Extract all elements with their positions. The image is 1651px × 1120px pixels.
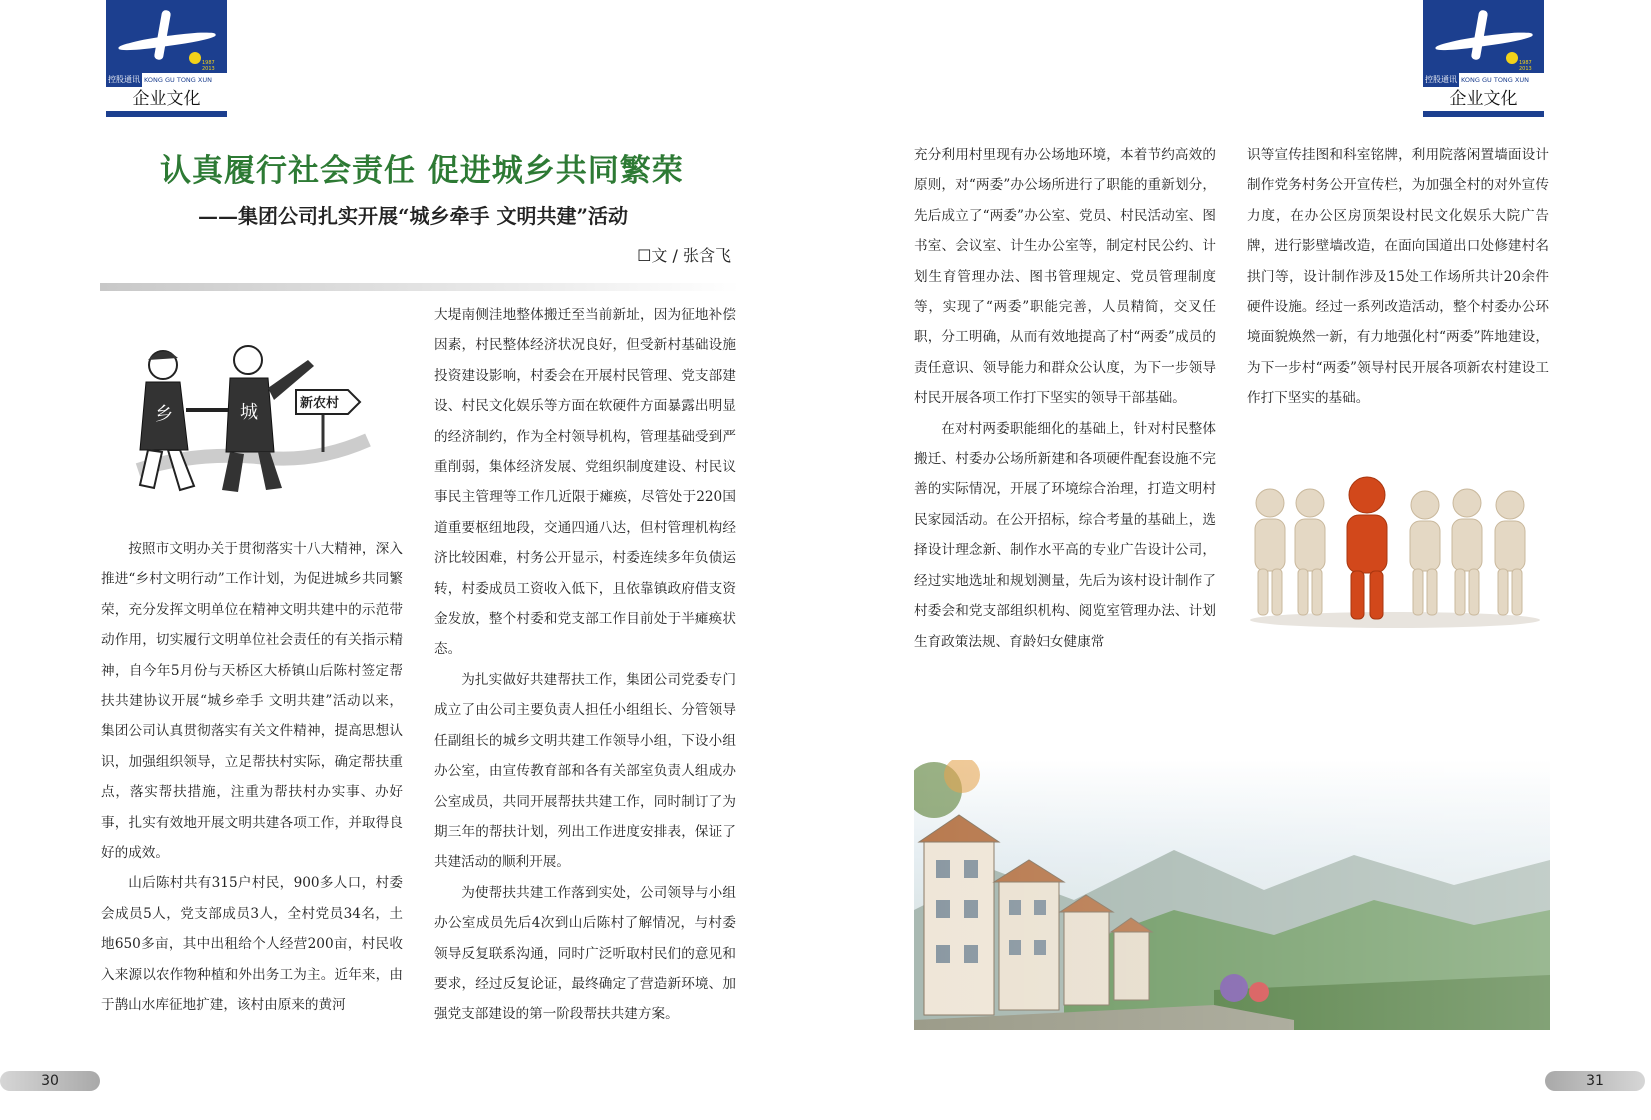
city-village-cartoon (118, 340, 390, 510)
team-figures-illustration (1245, 475, 1545, 630)
paragraph: 山后陈村共有315户村民，900多人口，村委会成员5人，党支部成员3人，全村党员34名，土地650多亩，其中出租给个人经营200亩，村民收入来源以农作物种植和外出务工为主。近年来，由于鹊山水库征地扩建，该村由原来的黄河 (101, 875, 403, 1014)
paragraph: 大堤南侧洼地整体搬迁至当前新址，因为征地补偿因素，村民整体经济状况良好，但受新村基础设施投资建设影响，村委会在开展村民管理、党支部建设、村民文化娱乐等方面在软硬件方面暴露出明显的经济制约，作为全村领导机构，管理基础受到严重削弱，集体经济发展、党组织制度建设、村民议事民主管理等工作几近限于瘫痪，尽管处于220国道重要枢纽地段，交通四通八达，但村管理机构经济比较困难，村务公开显示，村委连续多年负债运转，村委成员工资收入低下，且依靠镇政府借支资金发放，整个村委和党支部工作目前处于半瘫痪状态。 (434, 307, 736, 658)
text-column-2 (434, 300, 736, 1030)
section-label: 企业文化 (132, 89, 201, 109)
page-number-left: 30 (0, 1071, 100, 1091)
magazine-logo-right (1423, 0, 1544, 120)
article-title: 认真履行社会责任 促进城乡共同繁荣 (160, 153, 684, 189)
paragraph: 充分利用村里现有办公场地环境，本着节约高效的原则，对“两委”办公场所进行了职能的重新划分，先后成立了“两委”办公室、党员、村民活动室、图书室、会议室、计生办公室等，制定村民公约、计划生育管理办法、图书管理规定、党员管理制度等，实现了“两委”职能完善，人员精简，交叉任职，分工明确，从而有效地提高了村“两委”成员的责任意识、领导能力和群众公认度，为下一步领导村民开展各项工作打下坚实的领导干部基础。 (914, 147, 1216, 407)
paragraph: 为使帮扶共建工作落到实处，公司领导与小组办公室成员先后4次到山后陈村了解情况，与村委领导反复联系沟通，同时广泛听取村民们的意见和要求，经过反复论证，最终确定了营造新环境、加强党支部建设的第一阶段帮扶共建方案。 (434, 884, 736, 1023)
section-label: 企业文化 (1449, 89, 1518, 109)
logo-cn-text: 控股通讯 (106, 73, 142, 87)
cartoon-sign: 新农村 (300, 396, 340, 411)
page-number-right: 31 (1545, 1071, 1645, 1091)
title-rule (100, 283, 740, 291)
cartoon-right-label: 城 (240, 402, 258, 423)
paragraph: 识等宣传挂图和科室铭牌，利用院落闲置墙面设计制作党务村务公开宣传栏，为加强全村的对外宣传力度，在办公区房顶架设村民文化娱乐大院广告牌，进行影壁墙改造，在面向国道出口处修建村名拱门等，设计制作涉及15处工作场所共计20余件硬件设施。经过一系列改造活动，整个村委办公环境面貌焕然一新，有力地强化村“两委”阵地建设，为下一步村“两委”领导村民开展各项新农村建设工作打下坚实的基础。 (1247, 147, 1549, 407)
logo-en-text: KONG GU TONG XUN (144, 76, 212, 84)
article-byline: ☐文 / 张含飞 (637, 246, 731, 265)
logo-cn-text: 控股通讯 (1423, 73, 1459, 87)
paragraph: 按照市文明办关于贯彻落实十八大精神，深入推进“乡村文明行动”工作计划，为促进城乡共同繁荣，充分发挥文明单位在精神文明共建中的示范带动作用，切实履行文明单位社会责任的有关指示精神，自今年5月份与天桥区大桥镇山后陈村签定帮扶共建协议开展“城乡牵手 文明共建”活动以来，集团公司认真贯彻落实有关文件精神，提高思想认识，加强组织领导，立足帮扶村实际，确定帮扶重点，落实帮扶措施，注重为帮扶村办实事、办好事，扎实有效地开展文明共建各项工作，并取得良好的成效。 (101, 541, 403, 862)
text-column-3 (914, 140, 1216, 657)
paragraph: 在对村两委职能细化的基础上，针对村民整体搬迁、村委办公场所新建和各项硬件配套设施不完善的实际情况，开展了环境综合治理，打造文明村民家园活动。在公开招标，综合考量的基础上，选择设计理念新、制作水平高的专业广告设计公司，经过实地选址和规划测量，先后为该村设计制作了村委会和党支部组织机构、阅览室管理办法、计划生育政策法规、育龄妇女健康常 (914, 420, 1216, 650)
logo-emblem: 1987 2013 (1423, 0, 1544, 72)
text-column-4 (1247, 140, 1549, 414)
paragraph: 为扎实做好共建帮扶工作，集团公司党委专门成立了由公司主要负责人担任小组组长、分管领导任副组长的城乡文明共建工作领导小组，下设小组办公室，由宣传教育部和各有关部室负责人组成办公室成员，共同开展帮扶共建工作，同时制订了为期三年的帮扶计划，列出工作进度安排表，保证了共建活动的顺利开展。 (434, 671, 736, 871)
text-column-1 (101, 534, 403, 1021)
village-photo (914, 760, 1550, 1030)
logo-emblem: 1987 2013 (106, 0, 227, 72)
article-subtitle: ——集团公司扎实开展“城乡牵手 文明共建”活动 (198, 204, 628, 228)
cartoon-left-label: 乡 (155, 404, 173, 425)
logo-en-text: KONG GU TONG XUN (1461, 76, 1529, 84)
magazine-logo-left (106, 0, 227, 120)
